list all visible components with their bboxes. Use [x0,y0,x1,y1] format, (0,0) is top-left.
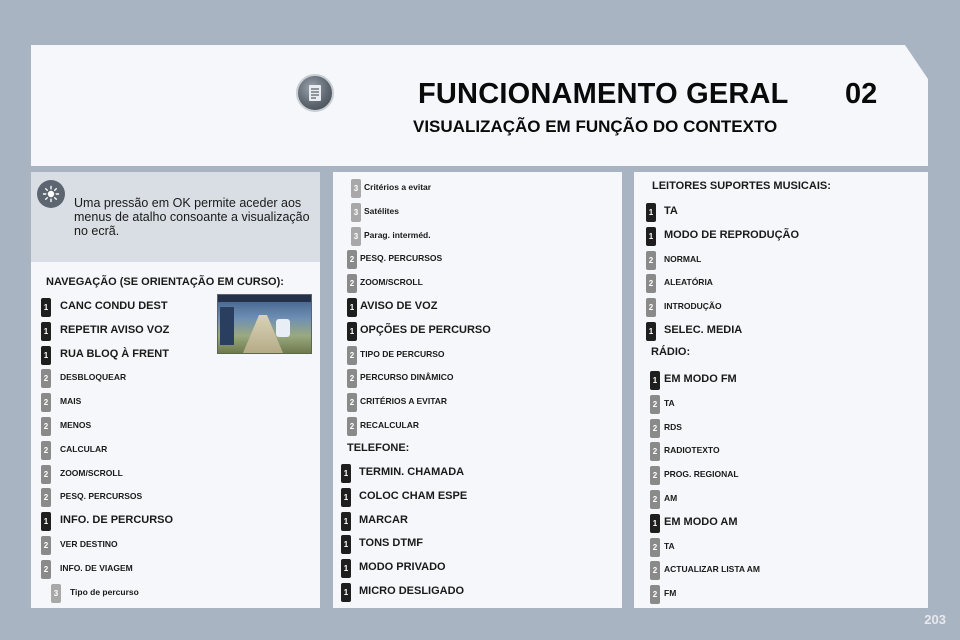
menu-item: TERMIN. CHAMADA [359,466,465,478]
menu-level-badge: 1 [646,227,656,246]
menu-level-badge: 1 [41,512,51,531]
menu-level-badge: 3 [351,227,361,246]
menu-level-badge: 3 [351,203,361,222]
menu-item: MENOS [60,420,92,430]
menu-item: AVISO DE VOZ [360,300,438,312]
menu-item: RECALCULAR [360,420,420,430]
menu-item: RUA BLOQ À FRENT [60,347,169,360]
page-title: FUNCIONAMENTO GERAL [418,78,789,110]
menu-item: DESBLOQUEAR [60,372,127,383]
section-radio: RÁDIO: [651,346,691,358]
menu-level-badge: 2 [650,395,660,414]
menu-item: TONS DTMF [359,537,423,550]
menu-item: MODO DE REPRODUÇÃO [664,228,800,241]
menu-item: PESQ. PERCURSOS [60,491,143,502]
page-number: 203 [924,612,946,627]
menu-item: TIPO DE PERCURSO [360,348,445,359]
menu-level-badge: 2 [347,369,357,388]
menu-level-badge: 2 [347,417,357,436]
menu-level-badge: 2 [347,250,357,269]
menu-item: VER DESTINO [60,539,118,549]
menu-level-badge: 3 [351,179,361,198]
menu-level-badge: 1 [646,203,656,222]
menu-level-badge: 2 [41,488,51,507]
menu-level-badge: 1 [341,512,351,531]
menu-level-badge: 2 [41,393,51,412]
menu-level-badge: 2 [650,442,660,461]
menu-level-badge: 3 [51,584,61,603]
menu-item: ACTUALIZAR LISTA AM [664,564,761,575]
menu-item: CRITÉRIOS A EVITAR [360,396,448,407]
menu-level-badge: 2 [41,560,51,579]
menu-level-badge: 2 [650,419,660,438]
menu-level-badge: 1 [341,583,351,602]
menu-level-badge: 2 [646,298,656,317]
menu-item: NORMAL [664,253,702,264]
section-phone: TELEFONE: [347,442,410,454]
menu-level-badge: 1 [41,346,51,365]
menu-level-badge: 1 [650,514,660,533]
menu-item: FM [664,588,677,599]
section-navigation: NAVEGAÇÃO (SE ORIENTAÇÃO EM CURSO): [46,276,284,288]
menu-item: TA [664,540,675,551]
menu-level-badge: 2 [650,466,660,485]
menu-item: INFO. DE VIAGEM [60,562,133,573]
menu-level-badge: 1 [650,371,660,390]
menu-item: CALCULAR [60,443,108,454]
menu-level-badge: 2 [347,393,357,412]
menu-level-badge: 2 [347,274,357,293]
menu-level-badge: 2 [650,538,660,557]
menu-item: MICRO DESLIGADO [359,585,465,597]
menu-level-badge: 2 [650,585,660,604]
menu-item: AM [664,493,678,503]
menu-item: COLOC CHAM ESPE [359,489,468,502]
document-icon [296,74,334,112]
menu-item: TA [664,397,675,408]
menu-item: Tipo de percurso [70,586,139,597]
navigation-screen-thumbnail [217,294,312,354]
section-media: LEITORES SUPORTES MUSICAIS: [652,180,831,192]
document-icon-glyph [307,84,323,102]
menu-level-badge: 1 [347,298,357,317]
menu-item: EM MODO FM [664,373,737,385]
menu-level-badge: 2 [646,274,656,293]
menu-level-badge: 2 [646,251,656,270]
menu-item: CANC CONDU DEST [60,300,168,312]
menu-level-badge: 2 [41,441,51,460]
menu-item: RADIOTEXTO [664,445,720,456]
menu-item: PERCURSO DINÂMICO [360,372,454,383]
menu-item: ZOOM/SCROLL [360,277,423,288]
menu-item: INTRODUÇÃO [664,301,722,312]
menu-item: ZOOM/SCROLL [60,467,123,478]
menu-level-badge: 2 [347,346,357,365]
menu-level-badge: 1 [341,559,351,578]
menu-item: Critérios a evitar [364,182,432,192]
menu-level-badge: 1 [41,298,51,317]
menu-item: ALEATÓRIA [664,277,713,288]
menu-level-badge: 1 [341,464,351,483]
menu-level-badge: 2 [41,369,51,388]
menu-level-badge: 2 [650,561,660,580]
menu-item: Satélites [364,205,399,216]
menu-item: REPETIR AVISO VOZ [60,323,170,336]
menu-level-badge: 1 [41,322,51,341]
menu-item: TA [664,205,678,217]
menu-level-badge: 2 [41,417,51,436]
menu-level-badge: 2 [41,536,51,555]
menu-item: RDS [664,421,682,432]
menu-level-badge: 1 [347,322,357,341]
menu-item: SELEC. MEDIA [664,324,743,336]
menu-item: MAIS [60,396,82,407]
sun-icon [37,180,65,208]
menu-item: PESQ. PERCURSOS [360,253,443,264]
chapter-number: 02 [845,78,878,110]
menu-item: PROG. REGIONAL [664,469,739,480]
menu-level-badge: 2 [650,490,660,509]
menu-item: OPÇÕES DE PERCURSO [360,323,491,336]
menu-item: INFO. DE PERCURSO [60,514,174,527]
menu-item: EM MODO AM [664,515,738,528]
page-subtitle: VISUALIZAÇÃO EM FUNÇÃO DO CONTEXTO [413,117,778,136]
menu-level-badge: 1 [341,535,351,554]
menu-level-badge: 2 [41,465,51,484]
sun-icon-glyph [42,185,60,203]
menu-item: MODO PRIVADO [359,561,446,574]
menu-level-badge: 1 [341,488,351,507]
menu-level-badge: 1 [646,322,656,341]
menu-item: MARCAR [359,513,408,526]
info-text: Uma pressão em OK permite aceder aos menus de atalho consoante a visualização no ecrã. [74,196,310,238]
menu-item: Parag. interméd. [364,229,431,240]
